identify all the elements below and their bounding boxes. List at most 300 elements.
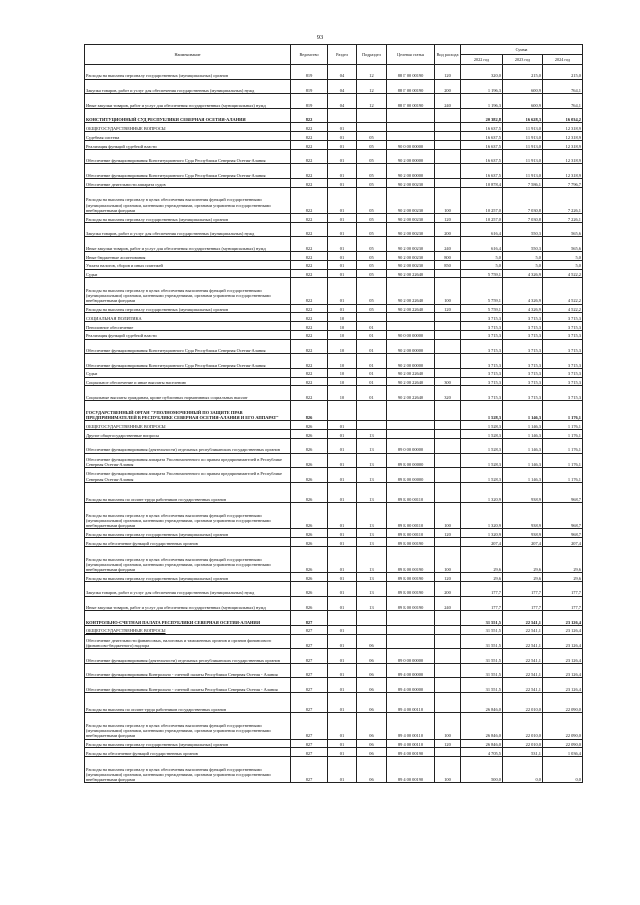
row-subsection: 06 — [357, 678, 387, 693]
row-ministry: 822 — [291, 278, 328, 304]
row-ministry: 822 — [291, 377, 328, 386]
row-name: Реализация функций судебной власти — [85, 330, 291, 339]
row-ministry: 826 — [291, 430, 328, 439]
row-expense-type — [435, 330, 461, 339]
row-subsection: 06 — [357, 663, 387, 678]
table-row — [85, 596, 583, 611]
row-sum-2023: 11 913,0 — [503, 140, 543, 149]
table-row — [85, 573, 583, 582]
row-sum-2022: 1 320,9 — [461, 529, 503, 538]
table-row — [85, 304, 583, 313]
row-sum-2023: 3 715,3 — [503, 330, 543, 339]
row-expense-type: 320 — [435, 386, 461, 401]
row-subsection: 05 — [357, 140, 387, 149]
table-row — [85, 748, 583, 757]
row-sum-2024: 29,6 — [543, 573, 583, 582]
row-target: 90 2 00 00000 — [387, 339, 435, 354]
row-target: 90 2 00 22640 — [387, 304, 435, 313]
row-expense-type — [435, 663, 461, 678]
row-subsection: 05 — [357, 213, 387, 222]
row-expense-type — [435, 140, 461, 149]
row-subsection: 13 — [357, 503, 387, 529]
row-sum-2022: 500,0 — [461, 757, 503, 783]
row-ministry: 822 — [291, 354, 328, 369]
row-sum-2024: 207,4 — [543, 538, 583, 547]
row-subsection: 06 — [357, 692, 387, 712]
row-sum-2024: 968,7 — [543, 503, 583, 529]
row-subsection: 01 — [357, 330, 387, 339]
row-section: 01 — [328, 164, 357, 179]
row-expense-type — [435, 132, 461, 141]
row-sum-2022: 3 715,3 — [461, 313, 503, 322]
row-sum-2024: 3 715,3 — [543, 368, 583, 377]
row-name: Иные закупки товаров, работ и услуг для обеспечения государственных (муниципальных) нужд — [85, 596, 291, 611]
row-sum-2023: 3 715,3 — [503, 368, 543, 377]
row-ministry: 827 — [291, 713, 328, 739]
row-target: 90 2 00 00000 — [387, 164, 435, 179]
row-sum-2022: 10 257,0 — [461, 213, 503, 222]
row-sum-2023: 3 715,3 — [503, 339, 543, 354]
row-subsection: 13 — [357, 573, 387, 582]
row-ministry: 822 — [291, 368, 328, 377]
row-target: 89 Б 00 00190 — [387, 573, 435, 582]
row-target — [387, 430, 435, 439]
row-section: 10 — [328, 322, 357, 331]
row-subsection: 01 — [357, 339, 387, 354]
row-target — [387, 625, 435, 634]
row-target: 89 Б 00 00110 — [387, 503, 435, 529]
table-row — [85, 278, 583, 304]
row-ministry: 822 — [291, 123, 328, 132]
row-expense-type — [435, 322, 461, 331]
table-row — [85, 538, 583, 547]
row-target: 90 2 00 22640 — [387, 386, 435, 401]
row-sum-2024: 968,7 — [543, 529, 583, 538]
row-sum-2024: 22 090,0 — [543, 713, 583, 739]
row-target — [387, 108, 435, 123]
row-expense-type: 100 — [435, 503, 461, 529]
table-row — [85, 354, 583, 369]
row-sum-2024: 3 715,3 — [543, 322, 583, 331]
table-row — [85, 269, 583, 278]
table-row — [85, 237, 583, 252]
row-name: Закупка товаров, работ и услуг для обеспечения государственных (муниципальных) нужд — [85, 222, 291, 237]
row-subsection: 13 — [357, 547, 387, 573]
row-name: Обеспечение функционирования Контрольно - счетной палаты Республики Северная Осетия - Алания — [85, 663, 291, 678]
row-expense-type: 100 — [435, 547, 461, 573]
row-sum-2023: 0,0 — [503, 757, 543, 783]
row-sum-2024: 1 176,1 — [543, 468, 583, 483]
row-sum-2024: 23 126,4 — [543, 611, 583, 626]
row-ministry: 822 — [291, 251, 328, 260]
row-ministry: 826 — [291, 401, 328, 421]
table-row — [85, 611, 583, 626]
table-row — [85, 634, 583, 649]
row-ministry: 822 — [291, 322, 328, 331]
row-name: Иные закупки товаров, работ и услуг для обеспечения государственных (муниципальных) нужд — [85, 94, 291, 109]
row-sum-2023: 7 586,1 — [503, 178, 543, 187]
row-sum-2023: 22 010,0 — [503, 713, 543, 739]
row-section: 01 — [328, 596, 357, 611]
row-expense-type: 200 — [435, 222, 461, 237]
row-subsection: 13 — [357, 529, 387, 538]
row-sum-2024: 764,1 — [543, 79, 583, 94]
row-section: 01 — [328, 304, 357, 313]
row-subsection: 05 — [357, 222, 387, 237]
table-row — [85, 132, 583, 141]
row-sum-2022: 16 637,5 — [461, 149, 503, 164]
row-name: Обеспечение деятельности финансовых, налоговых и таможенных органов и органов финансового (финансово-бюджетного) надзора — [85, 634, 291, 649]
row-sum-2023: 11 913,0 — [503, 149, 543, 164]
row-subsection: 05 — [357, 164, 387, 179]
row-subsection: 12 — [357, 65, 387, 80]
row-sum-2022: 31 551,5 — [461, 634, 503, 649]
row-ministry: 827 — [291, 692, 328, 712]
row-sum-2022: 31 551,5 — [461, 625, 503, 634]
row-target: 89 Б 00 00190 — [387, 581, 435, 596]
row-ministry: 822 — [291, 260, 328, 269]
row-sum-2024: 3 715,3 — [543, 386, 583, 401]
row-ministry: 822 — [291, 164, 328, 179]
row-sum-2022: 1 196,3 — [461, 94, 503, 109]
row-expense-type — [435, 108, 461, 123]
row-sum-2023: 16 628,3 — [503, 108, 543, 123]
row-target: 90 2 00 00230 — [387, 237, 435, 252]
row-ministry: 822 — [291, 269, 328, 278]
row-name: Расходы на выплаты персоналу в целях обеспечения выполнения функций государственными (муниципальными) органами, казенными учреждениями, органами управления государственными внебюджетными фондами — [85, 713, 291, 739]
row-sum-2022: 3 715,3 — [461, 386, 503, 401]
row-sum-2023: 1 146,3 — [503, 430, 543, 439]
row-sum-2022: 20 382,8 — [461, 108, 503, 123]
row-sum-2024: 1 176,1 — [543, 453, 583, 468]
row-sum-2024: 3 715,3 — [543, 377, 583, 386]
row-sum-2024: 23 126,4 — [543, 649, 583, 664]
table-row — [85, 339, 583, 354]
row-expense-type: 120 — [435, 529, 461, 538]
row-ministry: 827 — [291, 611, 328, 626]
row-name: Социальное обеспечение и иные выплаты населению — [85, 377, 291, 386]
row-name: Обеспечение функционирования (деятельности) отдельных республиканских государственных органов — [85, 439, 291, 454]
row-subsection: 12 — [357, 79, 387, 94]
row-ministry: 827 — [291, 739, 328, 748]
row-sum-2024: 22 090,0 — [543, 692, 583, 712]
table-row — [85, 260, 583, 269]
table-row — [85, 368, 583, 377]
table-row — [85, 581, 583, 596]
row-sum-2023: 22 541,1 — [503, 678, 543, 693]
row-sum-2024: 0,0 — [543, 757, 583, 783]
row-name: Обеспечение функционирования Конституционного Суда Республики Северная Осетия-Алания — [85, 354, 291, 369]
row-sum-2023: 207,4 — [503, 538, 543, 547]
row-sum-2024: 7 796,7 — [543, 178, 583, 187]
table-row — [85, 322, 583, 331]
row-ministry: 827 — [291, 625, 328, 634]
row-expense-type — [435, 611, 461, 626]
row-subsection: 06 — [357, 634, 387, 649]
row-sum-2022: 26 846,0 — [461, 692, 503, 712]
row-name: Закупка товаров, работ и услуг для обеспечения государственных (муниципальных) нужд — [85, 79, 291, 94]
row-section: 01 — [328, 421, 357, 430]
row-sum-2023: 4 326,9 — [503, 304, 543, 313]
row-target: 89 Б 00 00000 — [387, 468, 435, 483]
row-subsection: 05 — [357, 251, 387, 260]
row-name: Расходы на выплаты персоналу государственных (муниципальных) органов — [85, 739, 291, 748]
row-name: Судебная система — [85, 132, 291, 141]
row-name: Пенсионное обеспечение — [85, 322, 291, 331]
row-name: Расходы на выплаты персоналу в целях обеспечения выполнения функций государственными (муниципальными) органами, казенными учреждениями, органами управления государственными внебюджетными фондами — [85, 757, 291, 783]
table-row — [85, 625, 583, 634]
table-row — [85, 94, 583, 109]
row-sum-2022: 31 551,5 — [461, 649, 503, 664]
row-target: 88 Г 00 00190 — [387, 79, 435, 94]
row-expense-type: 120 — [435, 65, 461, 80]
table-row — [85, 757, 583, 783]
row-section: 01 — [328, 468, 357, 483]
row-subsection: 05 — [357, 278, 387, 304]
row-sum-2022: 1 528,3 — [461, 421, 503, 430]
row-subsection: 06 — [357, 739, 387, 748]
row-section: 01 — [328, 439, 357, 454]
row-sum-2022: 16 637,5 — [461, 123, 503, 132]
row-subsection: 13 — [357, 538, 387, 547]
row-expense-type — [435, 453, 461, 468]
row-sum-2024: 12 318,9 — [543, 123, 583, 132]
table-row — [85, 713, 583, 739]
row-ministry: 826 — [291, 596, 328, 611]
table-row — [85, 108, 583, 123]
row-expense-type — [435, 430, 461, 439]
row-section: 01 — [328, 149, 357, 164]
row-name: Расходы на выплаты персоналу государственных (муниципальных) органов — [85, 573, 291, 582]
row-section: 01 — [328, 482, 357, 502]
row-section: 01 — [328, 748, 357, 757]
row-section: 01 — [328, 278, 357, 304]
row-sum-2023: 531,1 — [503, 748, 543, 757]
row-expense-type — [435, 164, 461, 179]
row-sum-2022: 3 715,3 — [461, 354, 503, 369]
row-sum-2022: 177,7 — [461, 596, 503, 611]
row-target: 90 2 00 00230 — [387, 260, 435, 269]
row-name: КОНСТИТУЦИОННЫЙ СУД РЕСПУБЛИКИ СЕВЕРНАЯ ОСЕТИЯ-АЛАНИЯ — [85, 108, 291, 123]
row-sum-2024: 177,7 — [543, 596, 583, 611]
table-row — [85, 430, 583, 439]
row-sum-2023: 5,0 — [503, 260, 543, 269]
row-target: 90 2 00 00230 — [387, 178, 435, 187]
row-target: 89 4 00 00110 — [387, 692, 435, 712]
row-section: 10 — [328, 313, 357, 322]
row-subsection: 06 — [357, 748, 387, 757]
table-row — [85, 739, 583, 748]
header-year-2024: 2024 год — [543, 55, 583, 65]
row-expense-type — [435, 421, 461, 430]
table-row — [85, 386, 583, 401]
table-row — [85, 123, 583, 132]
table-row — [85, 692, 583, 712]
row-ministry: 826 — [291, 581, 328, 596]
row-section: 01 — [328, 663, 357, 678]
row-sum-2024: 3 715,3 — [543, 339, 583, 354]
row-sum-2022: 26 846,0 — [461, 739, 503, 748]
row-target: 90 2 00 22640 — [387, 269, 435, 278]
row-expense-type: 120 — [435, 573, 461, 582]
row-sum-2023: 1 146,3 — [503, 439, 543, 454]
row-sum-2024: 22 090,0 — [543, 739, 583, 748]
row-sum-2023: 22 541,1 — [503, 634, 543, 649]
table-row — [85, 65, 583, 80]
row-section: 10 — [328, 386, 357, 401]
row-sum-2024: 12 318,9 — [543, 149, 583, 164]
row-section: 01 — [328, 757, 357, 783]
table-row — [85, 439, 583, 454]
table-row — [85, 468, 583, 483]
row-section: 01 — [328, 178, 357, 187]
row-target — [387, 132, 435, 141]
row-expense-type — [435, 468, 461, 483]
header-year-2023: 2023 год — [503, 55, 543, 65]
row-section: 01 — [328, 634, 357, 649]
row-expense-type: 800 — [435, 251, 461, 260]
row-sum-2023: 938,9 — [503, 503, 543, 529]
row-subsection: 13 — [357, 430, 387, 439]
table-row — [85, 453, 583, 468]
row-ministry: 822 — [291, 313, 328, 322]
row-ministry: 822 — [291, 149, 328, 164]
row-sum-2022: 4 705,5 — [461, 748, 503, 757]
row-sum-2023: 11 913,0 — [503, 123, 543, 132]
row-target: 89 Б 00 00110 — [387, 482, 435, 502]
row-ministry: 826 — [291, 529, 328, 538]
row-ministry: 819 — [291, 79, 328, 94]
row-ministry: 827 — [291, 649, 328, 664]
row-sum-2023: 22 541,1 — [503, 625, 543, 634]
row-sum-2023: 22 010,0 — [503, 692, 543, 712]
header-subsection: Подраздел — [357, 45, 387, 65]
row-ministry: 827 — [291, 634, 328, 649]
row-section: 01 — [328, 213, 357, 222]
row-section: 01 — [328, 222, 357, 237]
row-sum-2023: 215,0 — [503, 65, 543, 80]
row-sum-2023: 938,9 — [503, 529, 543, 538]
row-sum-2023: 3 715,3 — [503, 354, 543, 369]
row-sum-2023: 29,6 — [503, 547, 543, 573]
row-subsection: 12 — [357, 94, 387, 109]
row-sum-2022: 1 320,9 — [461, 503, 503, 529]
row-sum-2024: 4 522,2 — [543, 278, 583, 304]
row-section: 01 — [328, 132, 357, 141]
row-sum-2024: 1 036,4 — [543, 748, 583, 757]
row-sum-2024: 12 318,9 — [543, 140, 583, 149]
row-ministry: 827 — [291, 678, 328, 693]
row-target — [387, 634, 435, 649]
row-target — [387, 313, 435, 322]
row-subsection: 13 — [357, 453, 387, 468]
row-sum-2024: 1 176,1 — [543, 401, 583, 421]
row-target: 88 Г 00 00190 — [387, 65, 435, 80]
row-section: 10 — [328, 368, 357, 377]
row-ministry: 826 — [291, 421, 328, 430]
row-target: 89 4 00 00000 — [387, 663, 435, 678]
row-expense-type — [435, 625, 461, 634]
row-section: 01 — [328, 581, 357, 596]
row-subsection — [357, 421, 387, 430]
row-section — [328, 108, 357, 123]
table-row — [85, 178, 583, 187]
row-subsection — [357, 611, 387, 626]
row-subsection: 05 — [357, 260, 387, 269]
row-ministry: 822 — [291, 339, 328, 354]
row-sum-2024: 23 126,4 — [543, 634, 583, 649]
row-subsection: 06 — [357, 757, 387, 783]
row-name: Расходы на выплаты персоналу в целях обеспечения выполнения функций государственными (муниципальными) органами, казенными учреждениями, органами управления государственными внебюджетными фондами — [85, 547, 291, 573]
row-sum-2023: 7 030,8 — [503, 187, 543, 213]
row-section: 10 — [328, 354, 357, 369]
row-sum-2023: 177,7 — [503, 581, 543, 596]
row-sum-2023: 550,3 — [503, 237, 543, 252]
row-sum-2023: 4 326,9 — [503, 269, 543, 278]
row-target: 88 Г 00 00190 — [387, 94, 435, 109]
table-row — [85, 187, 583, 213]
table-row — [85, 649, 583, 664]
row-subsection: 13 — [357, 482, 387, 502]
row-sum-2022: 26 846,0 — [461, 713, 503, 739]
row-subsection — [357, 123, 387, 132]
table-row — [85, 547, 583, 573]
table-row — [85, 164, 583, 179]
row-sum-2024: 4 522,2 — [543, 304, 583, 313]
row-subsection: 01 — [357, 377, 387, 386]
row-target — [387, 123, 435, 132]
row-section: 01 — [328, 692, 357, 712]
row-sum-2024: 1 176,1 — [543, 439, 583, 454]
row-section: 01 — [328, 269, 357, 278]
row-expense-type — [435, 354, 461, 369]
row-target — [387, 611, 435, 626]
header-expense-type: Вид расхода — [435, 45, 461, 65]
row-expense-type — [435, 123, 461, 132]
row-name: Расходы на выплаты персоналу государственных (муниципальных) органов — [85, 304, 291, 313]
row-name: КОНТРОЛЬНО-СЧЕТНАЯ ПАЛАТА РЕСПУБЛИКИ СЕВЕРНАЯ ОСЕТИЯ-АЛАНИЯ — [85, 611, 291, 626]
row-subsection — [357, 108, 387, 123]
row-sum-2022: 29,6 — [461, 573, 503, 582]
row-sum-2024: 215,0 — [543, 65, 583, 80]
row-sum-2024: 3 715,3 — [543, 330, 583, 339]
row-target: 89 4 00 00190 — [387, 757, 435, 783]
row-section: 01 — [328, 649, 357, 664]
row-target — [387, 322, 435, 331]
row-section: 01 — [328, 251, 357, 260]
row-ministry: 822 — [291, 132, 328, 141]
row-ministry: 826 — [291, 468, 328, 483]
row-sum-2022: 3 715,3 — [461, 339, 503, 354]
row-section: 10 — [328, 330, 357, 339]
row-sum-2024: 968,7 — [543, 482, 583, 502]
table-row — [85, 79, 583, 94]
header-section: Раздел — [328, 45, 357, 65]
row-subsection — [357, 401, 387, 421]
table-row — [85, 401, 583, 421]
row-sum-2022: 1 528,3 — [461, 468, 503, 483]
row-section: 01 — [328, 625, 357, 634]
row-subsection — [357, 313, 387, 322]
row-sum-2022: 1 196,3 — [461, 79, 503, 94]
row-subsection: 01 — [357, 368, 387, 377]
row-sum-2023: 22 541,1 — [503, 663, 543, 678]
row-sum-2024: 12 318,9 — [543, 164, 583, 179]
row-target: 90 0 00 00000 — [387, 330, 435, 339]
row-section: 04 — [328, 65, 357, 80]
row-ministry: 822 — [291, 330, 328, 339]
row-sum-2024: 7 226,1 — [543, 213, 583, 222]
